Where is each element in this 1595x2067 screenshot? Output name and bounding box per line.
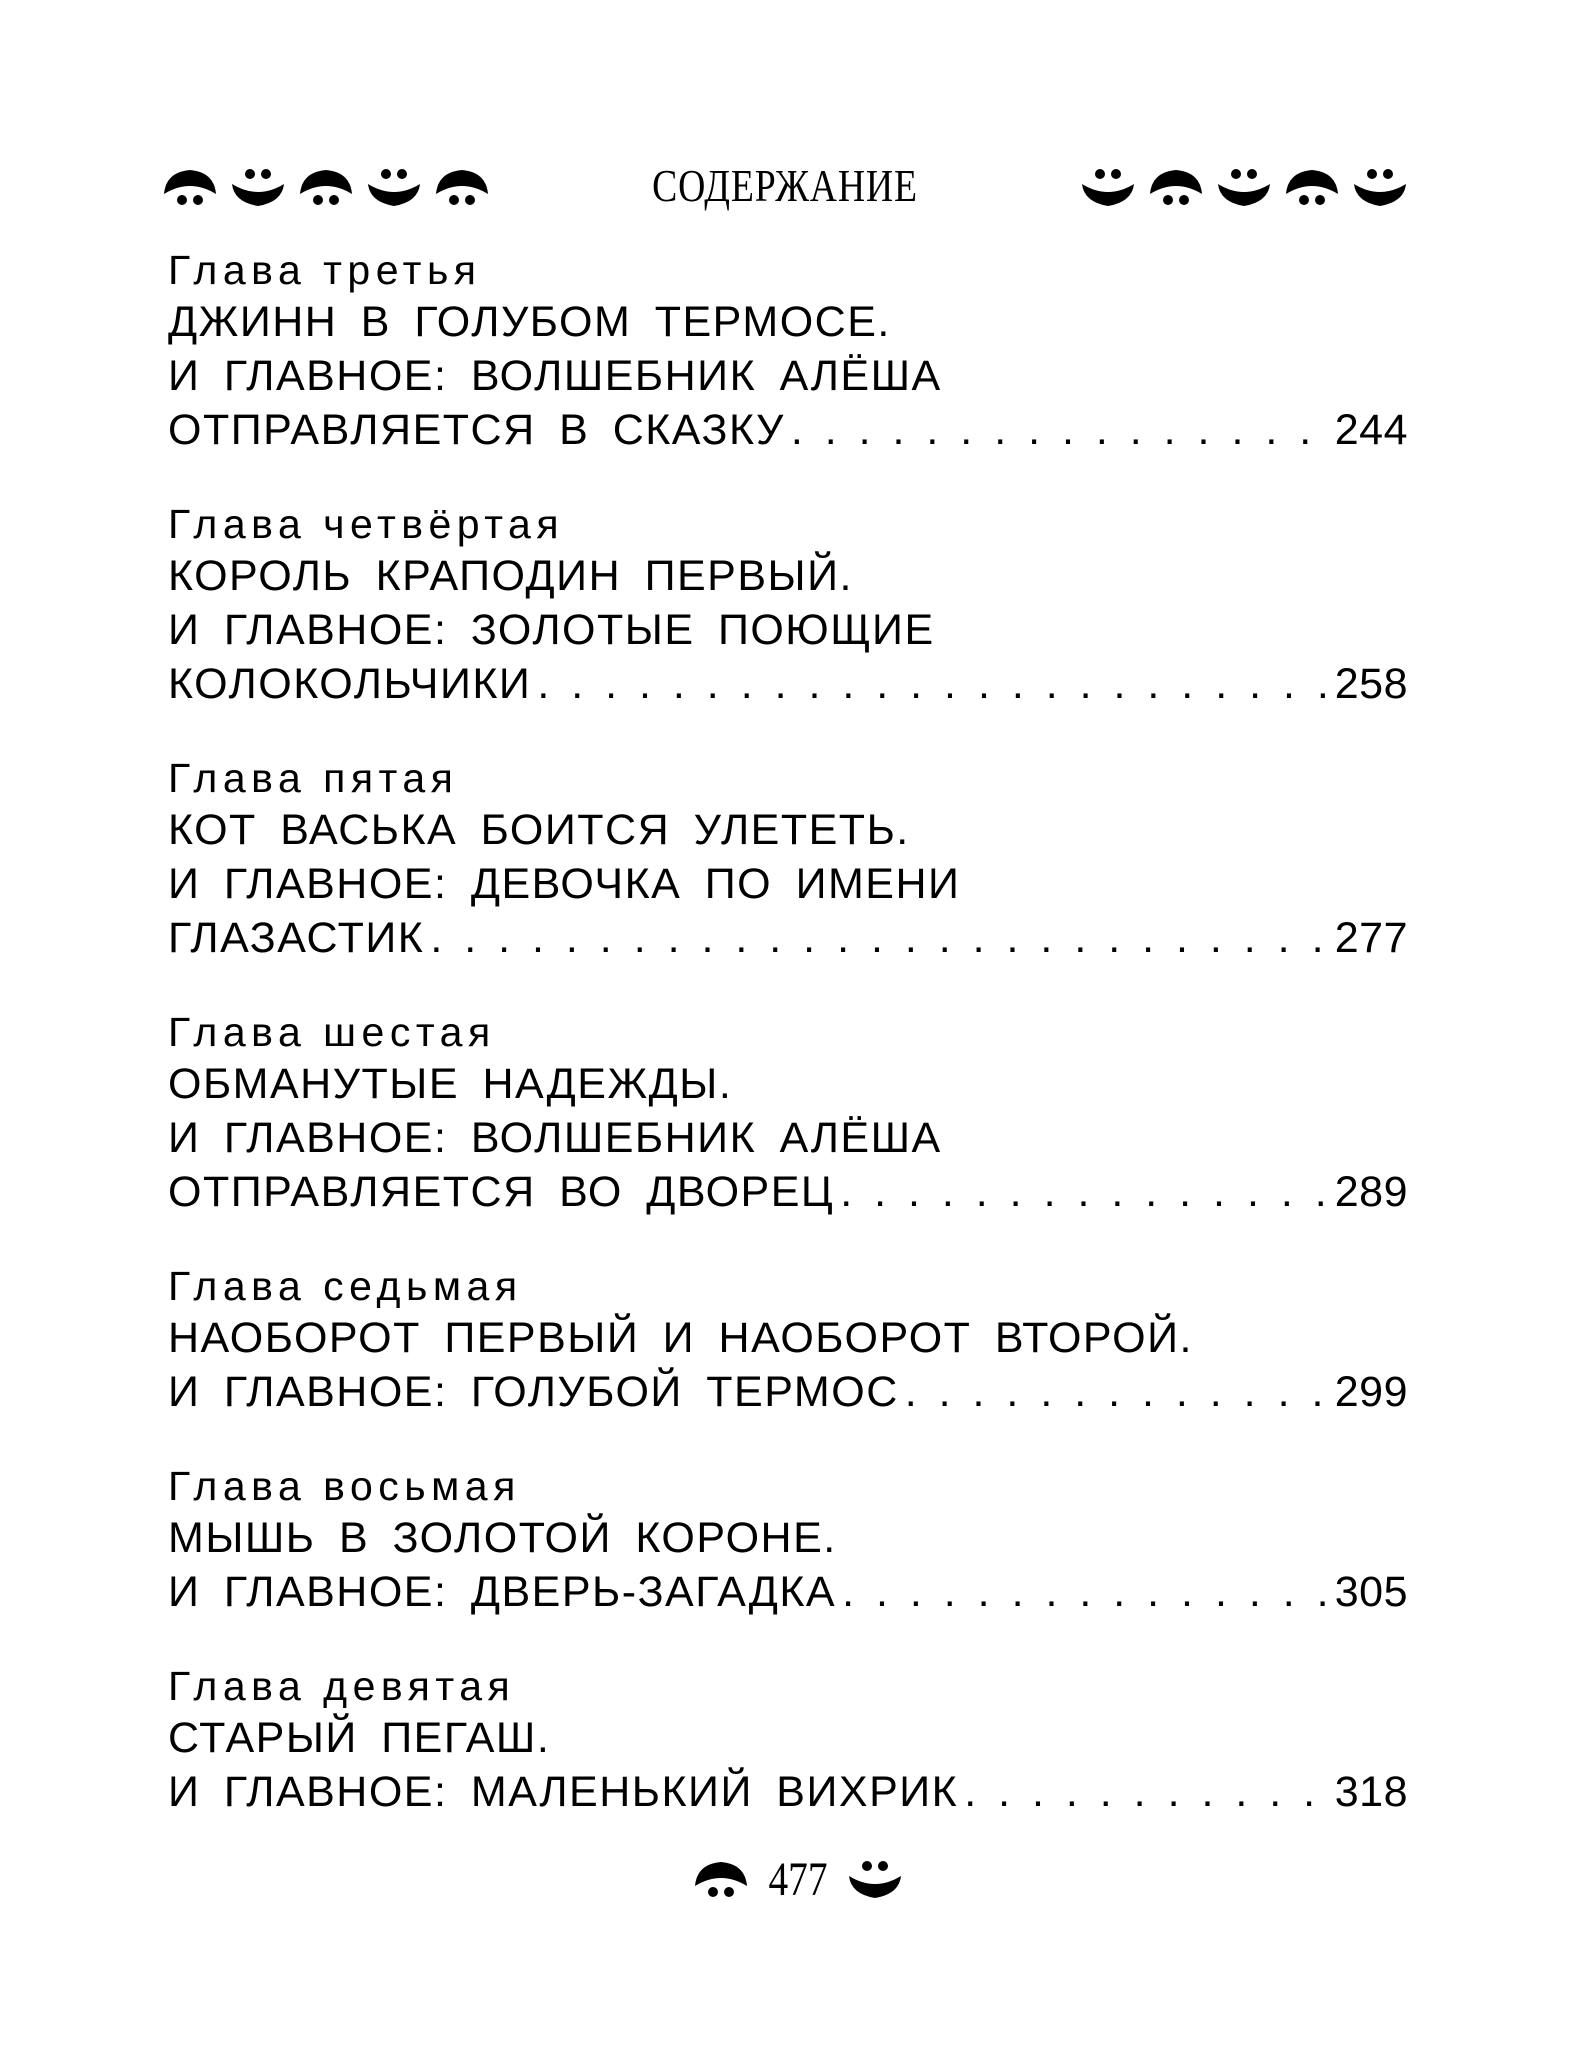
table-of-contents bbox=[168, 245, 1408, 1861]
chapter-title-line: И ГЛАВНОЕ: МАЛЕНЬКИЙ ВИХРИК bbox=[168, 1768, 959, 1816]
frown-icon bbox=[1146, 160, 1206, 216]
chapter-title-last-line bbox=[168, 1165, 1408, 1219]
chapter-title-line: ГЛАЗАСТИК bbox=[168, 914, 425, 962]
chapter-label: Глава четвёртая bbox=[168, 501, 565, 547]
dot-leader bbox=[791, 403, 1325, 457]
chapter-label: Глава восьмая bbox=[168, 1463, 521, 1509]
toc-page-number: 299 bbox=[1334, 1368, 1408, 1416]
toc-entry bbox=[168, 245, 1408, 457]
chapter-title-last-line bbox=[168, 403, 1408, 457]
chapter-title-line: ОТПРАВЛЯЕТСЯ ВО ДВОРЕЦ bbox=[168, 1168, 835, 1216]
smile-icon bbox=[1078, 160, 1138, 216]
dot-leader bbox=[905, 1365, 1325, 1419]
frown-icon bbox=[160, 160, 220, 216]
toc-entry bbox=[168, 1461, 1408, 1619]
chapter-title-last-line bbox=[168, 1765, 1408, 1819]
chapter-title-line: НАОБОРОТ ПЕРВЫЙ И НАОБОРОТ ВТОРОЙ. bbox=[168, 1314, 1193, 1362]
chapter-title-line: МЫШЬ В ЗОЛОТОЙ КОРОНЕ. bbox=[168, 1514, 837, 1562]
page-title: СОДЕРЖАНИЕ bbox=[652, 160, 918, 211]
smile-icon bbox=[1350, 160, 1410, 216]
header-ornament-right bbox=[1078, 160, 1410, 216]
chapter-title-last-line bbox=[168, 657, 1408, 711]
chapter-title-line: ОТПРАВЛЯЕТСЯ В СКАЗКУ bbox=[168, 406, 785, 454]
chapter-label: Глава девятая bbox=[168, 1663, 516, 1709]
toc-entry bbox=[168, 499, 1408, 711]
toc-page-number: 305 bbox=[1334, 1568, 1408, 1616]
frown-icon bbox=[432, 160, 492, 216]
chapter-title-line: ДЖИНН В ГОЛУБОМ ТЕРМОСЕ. bbox=[168, 298, 891, 346]
dot-leader bbox=[537, 657, 1324, 711]
chapter-label: Глава шестая bbox=[168, 1009, 496, 1055]
chapter-title-line: И ГЛАВНОЕ: ДЕВОЧКА ПО ИМЕНИ bbox=[168, 860, 961, 908]
footer-ornament-left bbox=[690, 1852, 752, 1908]
chapter-label: Глава третья bbox=[168, 247, 482, 293]
chapter-title-line: И ГЛАВНОЕ: ЗОЛОТЫЕ ПОЮЩИЕ bbox=[168, 606, 935, 654]
dot-leader bbox=[964, 1765, 1325, 1819]
chapter-title-last-line bbox=[168, 1365, 1408, 1419]
toc-entry bbox=[168, 1661, 1408, 1819]
chapter-title-last-line bbox=[168, 911, 1408, 965]
smile-icon bbox=[228, 160, 288, 216]
frown-icon bbox=[1282, 160, 1342, 216]
chapter-title-line: И ГЛАВНОЕ: ДВЕРЬ-ЗАГАДКА bbox=[168, 1568, 837, 1616]
header-ornament-left bbox=[160, 160, 492, 216]
dot-leader bbox=[840, 1165, 1325, 1219]
smile-icon bbox=[1214, 160, 1274, 216]
chapter-title-line: И ГЛАВНОЕ: ГОЛУБОЙ ТЕРМОС bbox=[168, 1368, 899, 1416]
chapter-title-line: ОБМАНУТЫЕ НАДЕЖДЫ. bbox=[168, 1060, 733, 1108]
page-number: 477 bbox=[767, 1853, 828, 1906]
chapter-title-line: СТАРЫЙ ПЕГАШ. bbox=[168, 1714, 551, 1762]
chapter-label: Глава пятая bbox=[168, 755, 459, 801]
dot-leader bbox=[842, 1565, 1325, 1619]
page-header bbox=[160, 148, 1410, 228]
toc-page-number: 258 bbox=[1334, 660, 1408, 708]
frown-icon bbox=[690, 1852, 752, 1908]
chapter-title-line: И ГЛАВНОЕ: ВОЛШЕБНИК АЛЁША bbox=[168, 1114, 942, 1162]
toc-page-number: 318 bbox=[1334, 1768, 1408, 1816]
frown-icon bbox=[296, 160, 356, 216]
page-footer bbox=[0, 1845, 1595, 1915]
toc-entry bbox=[168, 1007, 1408, 1219]
chapter-title-line: КОТ ВАСЬКА БОИТСЯ УЛЕТЕТЬ. bbox=[168, 806, 910, 854]
chapter-title-line: КОЛОКОЛЬЧИКИ bbox=[168, 660, 532, 708]
toc-page-number: 277 bbox=[1334, 914, 1408, 962]
toc-page-number: 244 bbox=[1334, 406, 1408, 454]
toc-entry bbox=[168, 753, 1408, 965]
footer-ornament-right bbox=[844, 1852, 906, 1908]
smile-icon bbox=[844, 1852, 906, 1908]
smile-icon bbox=[364, 160, 424, 216]
dot-leader bbox=[430, 911, 1324, 965]
chapter-title-last-line bbox=[168, 1565, 1408, 1619]
chapter-title-line: КОРОЛЬ КРАПОДИН ПЕРВЫЙ. bbox=[168, 552, 853, 600]
chapter-title-line: И ГЛАВНОЕ: ВОЛШЕБНИК АЛЁША bbox=[168, 352, 942, 400]
toc-entry bbox=[168, 1261, 1408, 1419]
toc-page-number: 289 bbox=[1334, 1168, 1408, 1216]
chapter-label: Глава седьмая bbox=[168, 1263, 523, 1309]
